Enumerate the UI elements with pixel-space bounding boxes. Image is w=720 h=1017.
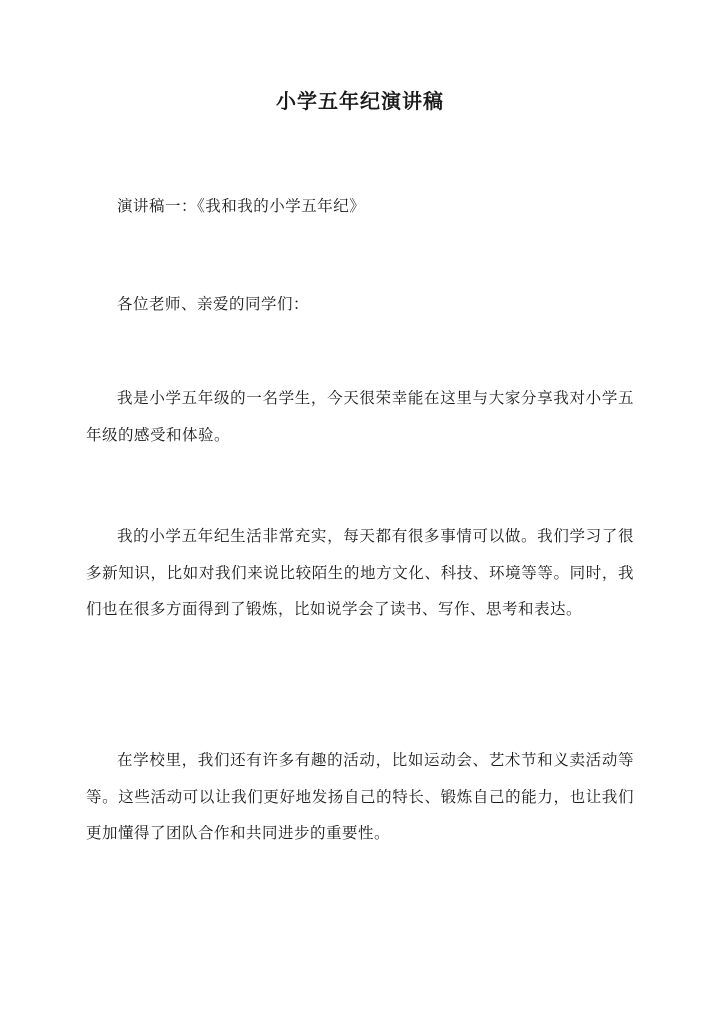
body-paragraph: 我是小学五年级的一名学生，今天很荣幸能在这里与大家分享我对小学五年级的感受和体验。 [86, 389, 634, 444]
body-paragraph: 我的小学五年纪生活非常充实，每天都有很多事情可以做。我们学习了很多新知识，比如对我们来说比较陌生的地方文化、科技、环境等等。同时，我们也在很多方面得到了锻炼，比如说学会了读书、写作、思考和表达。 [86, 527, 634, 618]
body-paragraph: 在学校里，我们还有许多有趣的活动，比如运动会、艺术节和义卖活动等等。这些活动可以让我们更好地发扬自己的特长、锻炼自己的能力，也让我们更加懂得了团队合作和共同进步的重要性。 [86, 751, 634, 842]
speech-heading: 演讲稿一：《我和我的小学五年纪》 [117, 197, 366, 215]
greeting-paragraph: 各位老师、亲爱的同学们： [117, 295, 310, 313]
document-title: 小学五年纪演讲稿 [276, 89, 444, 113]
